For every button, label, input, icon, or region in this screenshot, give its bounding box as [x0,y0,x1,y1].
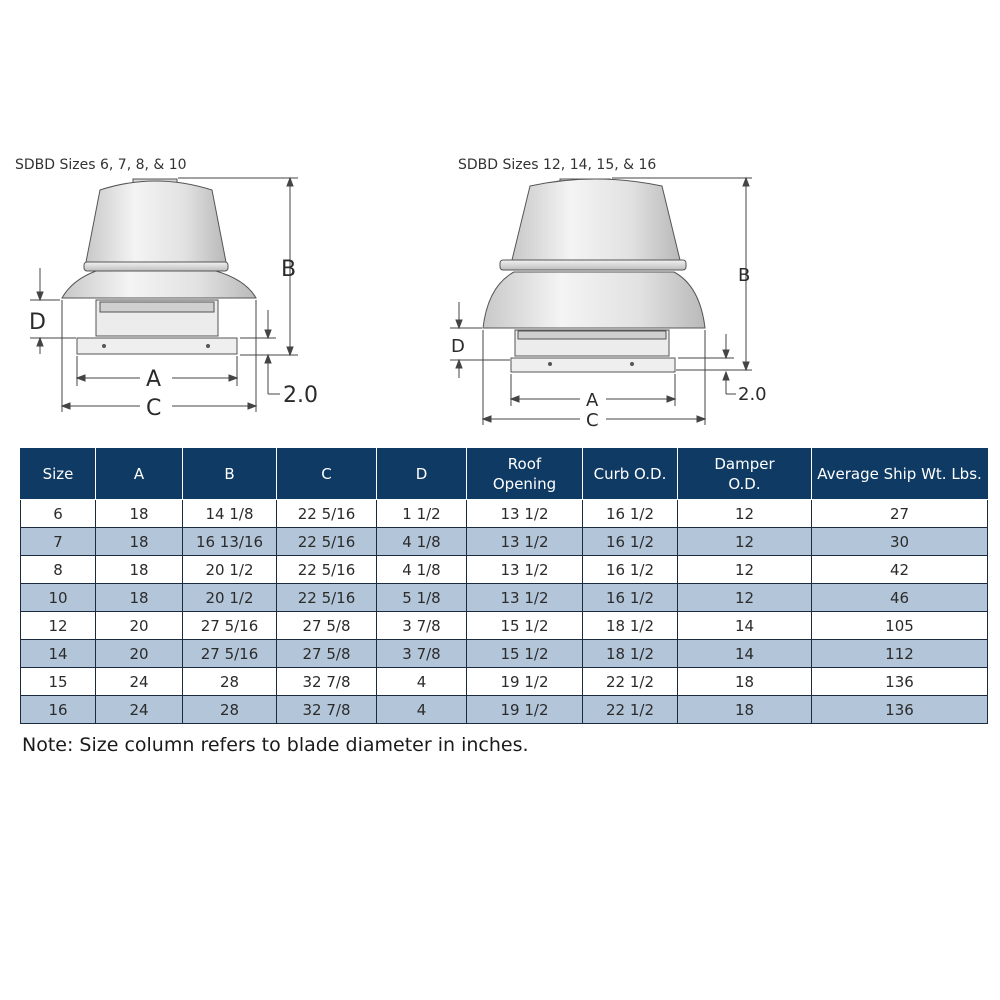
table-row [21,500,988,528]
table-cell: 20 1/2 [183,556,277,584]
table-cell: 46 [812,584,988,612]
left-label-a: A [146,367,162,392]
table-cell: 16 1/2 [583,528,678,556]
table-cell: 24 [96,696,183,724]
table-cell: 16 1/2 [583,584,678,612]
left-fan-drawing [62,179,256,354]
right-label-d: D [451,336,465,357]
table-cell: 4 [377,696,467,724]
table-cell: 14 1/8 [183,500,277,528]
table-cell: 27 5/16 [183,612,277,640]
table-cell: 28 [183,696,277,724]
table-body [21,500,988,724]
table-cell: 14 [21,640,96,668]
table-cell: 4 1/8 [377,528,467,556]
table-cell: 4 [377,668,467,696]
table-row [21,528,988,556]
column-header: Curb O.D. [583,449,678,500]
table-cell: 22 5/16 [277,556,377,584]
table-cell: 22 1/2 [583,668,678,696]
table-cell: 136 [812,668,988,696]
table-cell: 15 1/2 [467,612,583,640]
table-cell: 32 7/8 [277,696,377,724]
table-cell: 13 1/2 [467,556,583,584]
table-cell: 3 7/8 [377,612,467,640]
left-label-curb-height: 2.0 [283,383,318,408]
table-header-row [21,449,988,500]
table-cell: 18 [96,500,183,528]
right-label-a: A [586,390,599,411]
table-cell: 136 [812,696,988,724]
table-cell: 20 [96,640,183,668]
table-cell: 15 [21,668,96,696]
table-cell: 18 1/2 [583,612,678,640]
table-cell: 22 5/16 [277,500,377,528]
table-cell: 20 1/2 [183,584,277,612]
column-header: A [96,449,183,500]
table-cell: 16 1/2 [583,500,678,528]
left-diagram-title: SDBD Sizes 6, 7, 8, & 10 [15,157,187,173]
table-cell: 12 [678,584,812,612]
table-cell: 16 13/16 [183,528,277,556]
right-fan-drawing [483,179,705,372]
table-row [21,696,988,724]
column-header: D [377,449,467,500]
table-cell: 3 7/8 [377,640,467,668]
column-header: B [183,449,277,500]
table-cell: 10 [21,584,96,612]
table-cell: 4 1/8 [377,556,467,584]
table-cell: 16 [21,696,96,724]
table-cell: 14 [678,612,812,640]
column-header: C [277,449,377,500]
fan-drawings [0,150,1000,440]
table-cell: 7 [21,528,96,556]
table-cell: 22 1/2 [583,696,678,724]
table-cell: 112 [812,640,988,668]
table-cell: 13 1/2 [467,500,583,528]
table-cell: 20 [96,612,183,640]
right-label-c: C [586,410,599,431]
table-row [21,640,988,668]
column-header: Average Ship Wt. Lbs. [812,449,988,500]
left-label-d: D [29,310,46,335]
right-label-curb-height: 2.0 [738,384,767,405]
table-cell: 16 1/2 [583,556,678,584]
table-cell: 12 [678,528,812,556]
table-cell: 18 [96,556,183,584]
column-header: Damper O.D. [678,449,812,500]
column-header: Roof Opening [467,449,583,500]
left-label-c: C [146,396,162,421]
table-row [21,584,988,612]
table-cell: 6 [21,500,96,528]
table-cell: 32 7/8 [277,668,377,696]
table-cell: 5 1/8 [377,584,467,612]
right-diagram-title: SDBD Sizes 12, 14, 15, & 16 [458,157,657,173]
table-cell: 1 1/2 [377,500,467,528]
table-cell: 27 5/8 [277,612,377,640]
table-row [21,612,988,640]
table-cell: 18 [96,584,183,612]
dimensions-table [20,448,988,724]
table-cell: 27 [812,500,988,528]
right-label-b: B [738,265,751,286]
table-cell: 18 1/2 [583,640,678,668]
table-cell: 24 [96,668,183,696]
table-cell: 18 [678,696,812,724]
dimension-diagrams [0,150,1000,440]
table-cell: 28 [183,668,277,696]
table-cell: 18 [678,668,812,696]
table-cell: 14 [678,640,812,668]
table-cell: 18 [96,528,183,556]
table-cell: 13 1/2 [467,528,583,556]
table-cell: 19 1/2 [467,668,583,696]
table-cell: 12 [678,500,812,528]
table-cell: 42 [812,556,988,584]
table-cell: 22 5/16 [277,584,377,612]
table-cell: 22 5/16 [277,528,377,556]
table-row [21,556,988,584]
table-cell: 12 [21,612,96,640]
table-cell: 8 [21,556,96,584]
table-cell: 15 1/2 [467,640,583,668]
table-cell: 30 [812,528,988,556]
table-cell: 13 1/2 [467,584,583,612]
table-cell: 27 5/16 [183,640,277,668]
table-cell: 105 [812,612,988,640]
footnote: Note: Size column refers to blade diameter in inches. [22,734,529,756]
table-cell: 27 5/8 [277,640,377,668]
table-cell: 19 1/2 [467,696,583,724]
table-cell: 12 [678,556,812,584]
column-header: Size [21,449,96,500]
left-label-b: B [281,257,297,282]
table-row [21,668,988,696]
